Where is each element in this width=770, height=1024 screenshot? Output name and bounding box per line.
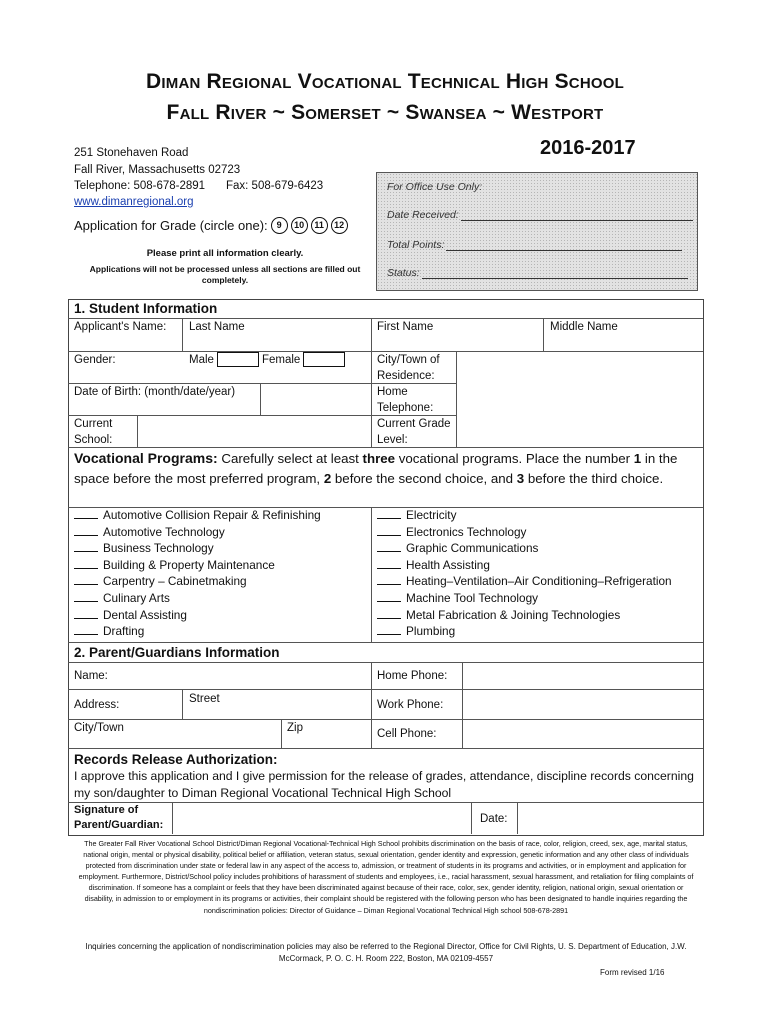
middle-name-field[interactable]: Middle Name [550, 321, 618, 333]
program-list-right [377, 507, 672, 640]
program-rank-blank[interactable] [377, 575, 401, 585]
program-label: Culinary Arts [103, 590, 170, 605]
vocational-heading: Vocational Programs: [74, 450, 218, 466]
website-link[interactable]: www.dimanregional.org [74, 196, 194, 208]
signature-label: Signature of Parent/Guardian: [74, 804, 164, 831]
address-line-2: Fall River, Massachusetts 02723 [74, 164, 241, 176]
first-name-field[interactable]: First Name [377, 321, 434, 333]
male-checkbox[interactable] [217, 352, 259, 367]
date-label: Date: [480, 813, 508, 825]
grade-label: Application for Grade (circle one): [74, 218, 268, 233]
program-label: Metal Fabrication & Joining Technologies [406, 607, 621, 622]
program-label: Automotive Collision Repair & Refinishing [103, 508, 321, 522]
voc-text-d: before the second choice, and [331, 471, 517, 486]
date-received-label: Date Received: [387, 209, 459, 221]
current-school-field[interactable]: Current School: [74, 418, 113, 446]
form-revised: Form revised 1/16 [600, 968, 665, 977]
program-label: Health Assisting [406, 557, 490, 572]
program-rank-blank[interactable] [377, 625, 401, 635]
program-label: Graphic Communications [406, 541, 539, 556]
program-label: Dental Assisting [103, 607, 187, 622]
fax: Fax: 508-679-6423 [226, 180, 324, 192]
telephone: Telephone: 508-678-2891 [74, 180, 206, 192]
school-title: Diman Regional Vocational Technical High School [146, 70, 624, 93]
status-field[interactable] [387, 267, 688, 279]
program-rank-blank[interactable] [74, 609, 98, 619]
program-list-left [74, 507, 321, 640]
program-rank-blank[interactable] [377, 509, 401, 519]
program-item[interactable] [74, 557, 321, 574]
voc-text-three: three [362, 451, 396, 466]
work-phone-label: Work Phone: [377, 699, 444, 711]
grade-9-option[interactable]: 9 [271, 217, 288, 234]
grade-selection [74, 217, 348, 234]
student-section-title: 1. Student Information [74, 301, 218, 316]
office-use-box [376, 172, 698, 291]
program-label: Building & Property Maintenance [103, 557, 275, 572]
program-item[interactable] [74, 623, 321, 640]
program-label: Electricity [406, 508, 457, 522]
program-item[interactable] [74, 540, 321, 557]
date-field[interactable] [518, 803, 701, 833]
total-points-line [446, 240, 682, 251]
program-label: Drafting [103, 624, 145, 639]
cell-phone-label: Cell Phone: [377, 728, 437, 740]
parent-section-title: 2. Parent/Guardians Information [74, 645, 280, 660]
records-release-heading: Records Release Authorization: [74, 752, 278, 767]
grade-10-option[interactable]: 10 [291, 217, 308, 234]
applicant-name-label: Applicant's Name: [74, 321, 167, 333]
program-label: Business Technology [103, 541, 214, 556]
program-rank-blank[interactable] [74, 526, 98, 536]
program-label: Automotive Technology [103, 524, 225, 539]
program-label: Carpentry – Cabinetmaking [103, 574, 247, 589]
program-item[interactable] [74, 607, 321, 624]
program-item[interactable] [377, 590, 672, 607]
program-rank-blank[interactable] [74, 625, 98, 635]
program-rank-blank[interactable] [377, 542, 401, 552]
date-received-field[interactable] [387, 209, 693, 221]
voc-text-a: Carefully select at least [217, 451, 363, 466]
status-label: Status: [387, 267, 420, 279]
street-field[interactable]: Street [189, 693, 220, 705]
program-item[interactable] [377, 540, 672, 557]
program-item[interactable] [377, 507, 672, 524]
current-grade-field[interactable]: Current Grade Level: [377, 418, 451, 446]
program-rank-blank[interactable] [74, 542, 98, 552]
program-item[interactable] [74, 590, 321, 607]
voc-n2: 2 [323, 471, 332, 486]
parent-city-field[interactable]: City/Town [74, 722, 124, 734]
program-item[interactable] [74, 507, 321, 524]
voc-n3: 3 [516, 471, 525, 486]
vocational-instructions [74, 448, 694, 489]
program-label: Heating–Ventilation–Air Conditioning–Refrigeration [406, 574, 672, 589]
home-telephone-field[interactable]: Home Telephone: [377, 386, 434, 414]
last-name-field[interactable]: Last Name [189, 321, 245, 333]
program-rank-blank[interactable] [74, 592, 98, 602]
city-town-residence-field[interactable]: City/Town of Residence: [377, 354, 440, 382]
program-rank-blank[interactable] [74, 575, 98, 585]
program-rank-blank[interactable] [377, 559, 401, 569]
program-item[interactable] [377, 573, 672, 590]
female-label: Female [261, 354, 301, 366]
nondiscrimination-notice: The Greater Fall River Vocational School District/Diman Regional Vocational-Technical High School prohibits discrimination on the basis of race, color, religion, creed, sex, age, marital status, national origin, mental or physical disability, political belief or affiliation, veteran status, sexual orientation, gender identity and expression, genetic information and any other class of individuals protected from discrimination under state or federal law in any aspect of the access to, admission, or treatment of students in its programs and activities, or in employment and application for employment. Furthermore, District/School policy includes prohibitions of harassment of students and employees, i.e., racial harassment, sexual harassment, and retaliation for filing complaints of discrimination. If someone has a complaint or feels that they have been discriminated against because of their race, color, sex, gender identity, religion, national origin, sexual orientation or disability, in admission to or employment in its programs or activities, their complaint should be registered with the following person who has been designated to handle inquiries regarding the nondiscrimination policies: Director of Guidance – Diman Regional Vocational Technical High school 508-678-2891 [78, 839, 694, 915]
parent-name-field[interactable]: Name: [74, 670, 108, 682]
program-item[interactable] [74, 573, 321, 590]
program-rank-blank[interactable] [74, 509, 98, 519]
program-rank-blank[interactable] [74, 559, 98, 569]
program-rank-blank[interactable] [377, 609, 401, 619]
inquiries-notice: Inquiries concerning the application of nondiscrimination policies may also be referred to the Regional Director, Office for Civil Rights, U. S. Department of Education, J.W. McCormack, P. O. C. H. Room 222, Boston, MA 02109-4557 [85, 942, 687, 963]
records-release-text: I approve this application and I give permission for the release of grades, attendance, discipline records concerning my son/daughter to Diman Regional Vocational Technical High School [74, 769, 694, 800]
print-notice: Please print all information clearly. [146, 248, 304, 259]
program-rank-blank[interactable] [377, 592, 401, 602]
towns-subtitle: Fall River ~ Somerset ~ Swansea ~ Westport [166, 101, 604, 124]
program-item[interactable] [377, 607, 672, 624]
grade-12-option[interactable]: 12 [331, 217, 348, 234]
male-label: Male [189, 354, 214, 366]
zip-field[interactable]: Zip [287, 722, 303, 734]
voc-text-b: vocational programs. Place the number [395, 451, 634, 466]
program-item[interactable] [377, 557, 672, 574]
program-label: Plumbing [406, 624, 456, 639]
program-label: Electronics Technology [406, 524, 527, 539]
voc-text-c: in the space before the most preferred program, [74, 451, 678, 486]
address-line-1: 251 Stonehaven Road [74, 147, 189, 159]
grade-11-option[interactable]: 11 [311, 217, 328, 234]
signature-field[interactable] [173, 803, 470, 833]
program-item[interactable] [74, 524, 321, 541]
voc-text-e: before the third choice. [524, 471, 664, 486]
school-year: 2016-2017 [540, 137, 636, 159]
gender-label: Gender: [74, 354, 116, 366]
program-item[interactable] [377, 524, 672, 541]
date-of-birth-field[interactable]: Date of Birth: (month/date/year) [74, 386, 236, 398]
status-line [422, 268, 688, 279]
home-phone-label: Home Phone: [377, 670, 448, 682]
program-item[interactable] [377, 623, 672, 640]
female-checkbox[interactable] [303, 352, 345, 367]
voc-n1: 1 [633, 451, 642, 466]
program-label: Machine Tool Technology [406, 590, 539, 605]
parent-address-label: Address: [74, 699, 120, 711]
program-rank-blank[interactable] [377, 526, 401, 536]
process-notice: Applications will not be processed unless all sections are filled out completely. [89, 264, 361, 285]
gender-options [189, 352, 348, 368]
office-use-title: For Office Use Only: [387, 181, 483, 193]
total-points-field[interactable] [387, 239, 682, 251]
date-received-line [461, 210, 693, 221]
total-points-label: Total Points: [387, 239, 445, 251]
